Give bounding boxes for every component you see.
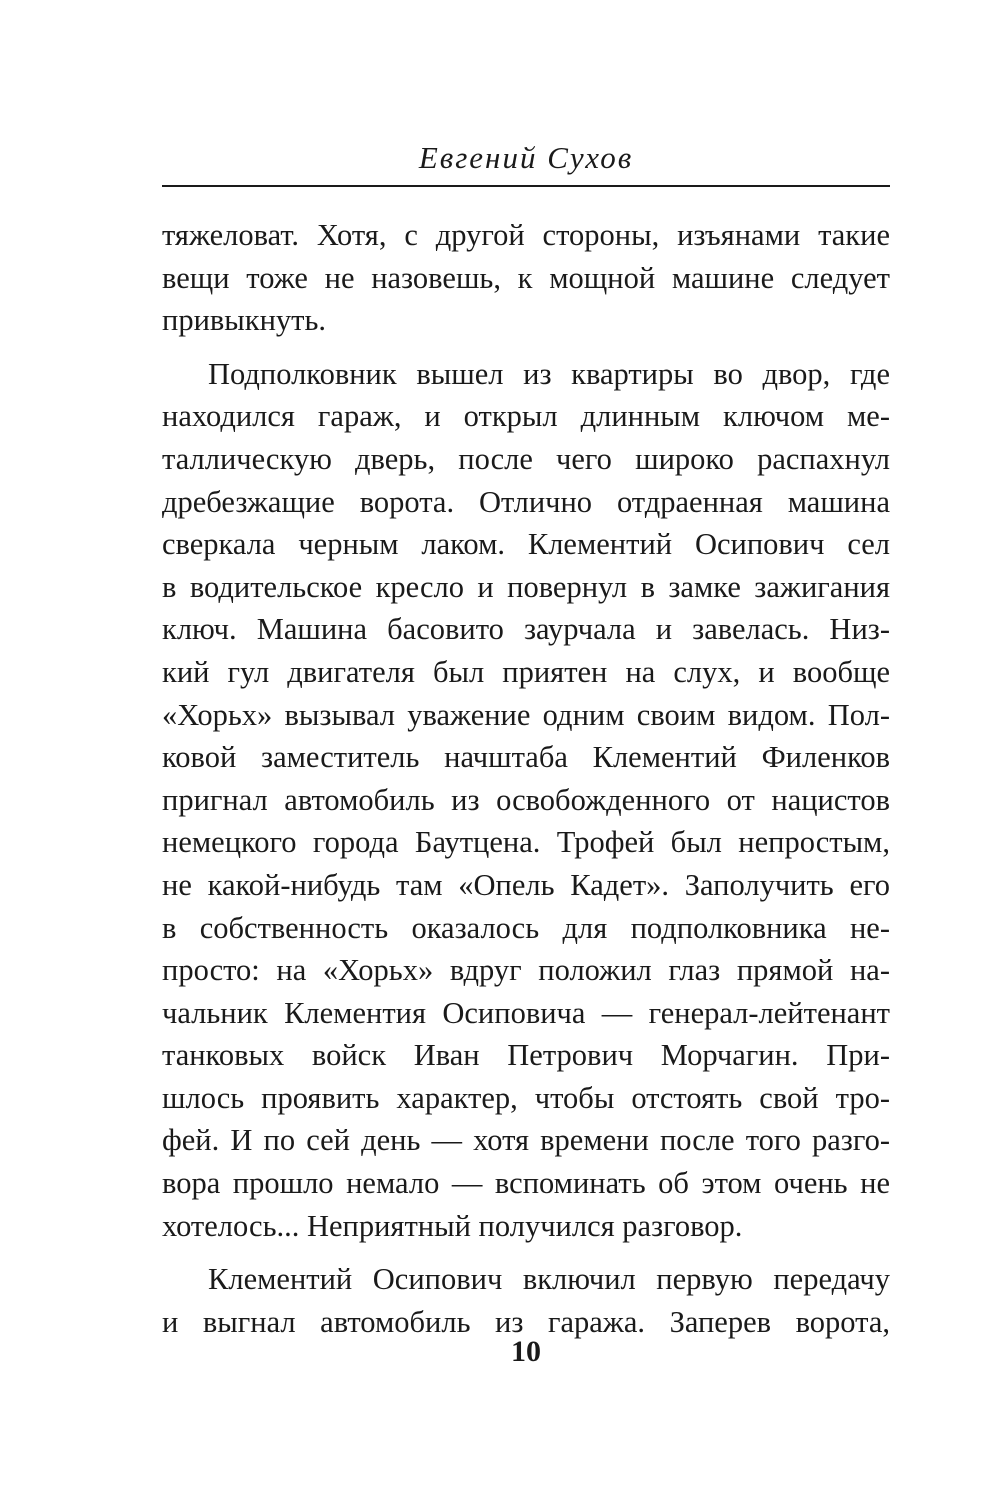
text-line: привыкнуть. bbox=[162, 303, 327, 338]
body-text bbox=[162, 214, 890, 1343]
header-rule bbox=[162, 185, 890, 187]
text-line: и выгнал автомобиль из гаража. Заперев ворота, bbox=[162, 1304, 890, 1339]
text-line: танковых войск Иван Петрович Морчагин. При- bbox=[162, 1038, 890, 1073]
text-line: дребезжащие ворота. Отлично отдраенная машина bbox=[162, 484, 890, 519]
text-line: Подполковник вышел из квартиры во двор, где bbox=[208, 356, 890, 391]
text-line: вора прошло немало — вспоминать об этом очень не bbox=[162, 1166, 890, 1201]
paragraph-3 bbox=[162, 1258, 890, 1343]
text-line: таллическую дверь, после чего широко распахнул bbox=[162, 441, 890, 476]
text-line: вещи тоже не назовешь, к мощной машине следует bbox=[162, 260, 890, 295]
text-line: немецкого города Баутцена. Трофей был непростым, bbox=[162, 825, 890, 860]
text-line: фей. И по сей день — хотя времени после того разго- bbox=[162, 1123, 890, 1158]
text-line: ковой заместитель начштаба Клементий Филенков bbox=[162, 740, 890, 775]
text-line: тяжеловат. Хотя, с другой стороны, изъянами такие bbox=[162, 218, 890, 252]
text-line: в водительское кресло и повернул в замке зажигания bbox=[162, 569, 890, 604]
text-line: кий гул двигателя был приятен на слух, и вообще bbox=[162, 654, 890, 689]
text-line: ключ. Машина басовито заурчала и завелась. Низ- bbox=[162, 612, 890, 647]
paragraph-2 bbox=[162, 353, 890, 1247]
text-line: не какой-нибудь там «Опель Кадет». Заполучить его bbox=[162, 867, 890, 902]
page-number: 10 bbox=[511, 1335, 541, 1368]
text-line: Клементий Осипович включил первую передачу bbox=[208, 1262, 890, 1297]
text-line: находился гараж, и открыл длинным ключом ме- bbox=[162, 399, 890, 434]
text-line: просто: на «Хорьх» вдруг положил глаз прямой на- bbox=[162, 953, 890, 988]
paragraph-1 bbox=[162, 214, 890, 342]
text-line: сверкала черным лаком. Клементий Осипович сел bbox=[162, 527, 890, 562]
text-line: пригнал автомобиль из освобожденного от нацистов bbox=[162, 782, 890, 817]
text-line: хотелось... Неприятный получился разговор. bbox=[162, 1208, 743, 1243]
text-line: в собственность оказалось для подполковника не- bbox=[162, 910, 890, 945]
text-line: чальник Клементия Осиповича — генерал-лейтенант bbox=[162, 995, 890, 1030]
text-line: шлось проявить характер, чтобы отстоять свой тро- bbox=[162, 1080, 890, 1115]
text-line: «Хорьх» вызывал уважение одним своим видом. Пол- bbox=[162, 697, 890, 732]
running-head: Евгений Сухов bbox=[418, 140, 634, 175]
